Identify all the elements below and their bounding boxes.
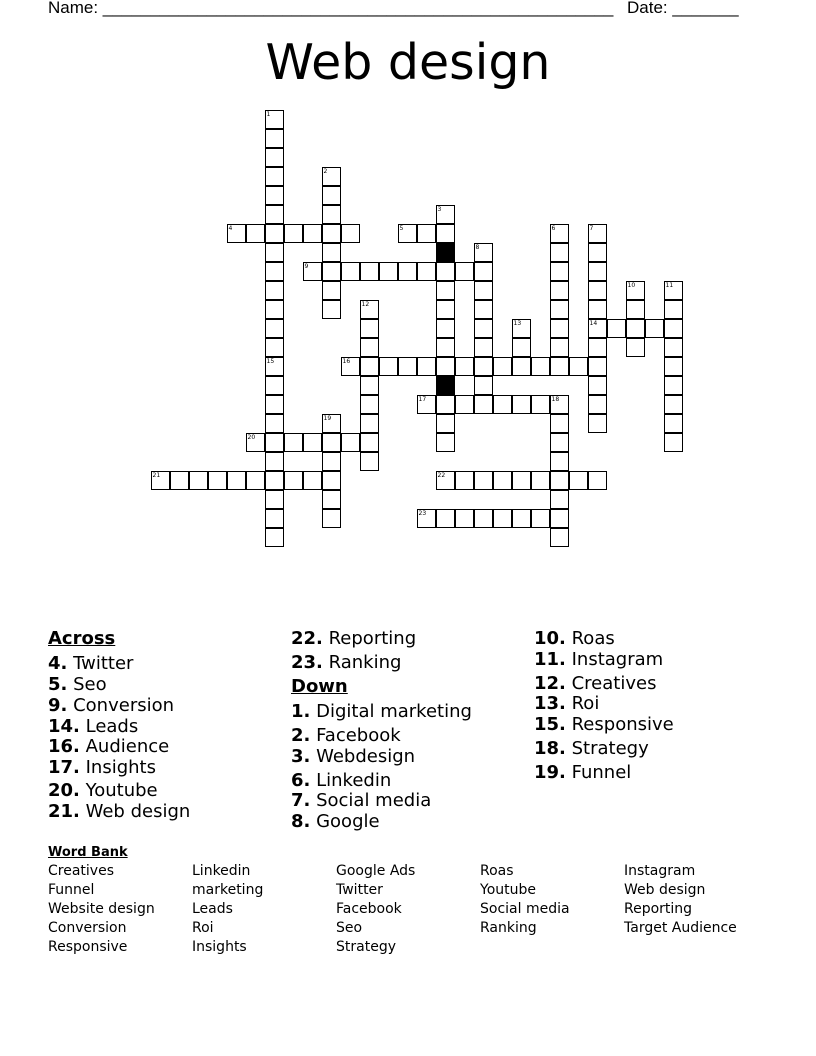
grid-cell[interactable] xyxy=(588,338,607,357)
grid-cell[interactable] xyxy=(436,357,455,376)
grid-cell[interactable] xyxy=(588,395,607,414)
clue-number: 8 xyxy=(475,243,480,251)
clue-item xyxy=(291,701,472,722)
clue-item-number: 17. xyxy=(48,757,80,778)
clue-number: 14 xyxy=(589,319,598,327)
grid-cell[interactable] xyxy=(664,319,683,338)
grid-cell[interactable] xyxy=(455,395,474,414)
grid-cell[interactable] xyxy=(322,205,341,224)
clue-number: 5 xyxy=(399,224,404,232)
grid-cell[interactable] xyxy=(474,376,493,395)
grid-cell[interactable] xyxy=(303,224,322,243)
clue-item xyxy=(48,757,156,778)
grid-cell[interactable] xyxy=(550,281,569,300)
grid-cell[interactable] xyxy=(341,262,360,281)
grid-cell[interactable] xyxy=(265,319,284,338)
clue-heading: Across xyxy=(48,628,116,649)
grid-cell[interactable] xyxy=(265,167,284,186)
grid-cell[interactable] xyxy=(265,490,284,509)
grid-cell[interactable] xyxy=(550,528,569,547)
grid-cell[interactable] xyxy=(531,471,550,490)
grid-cell[interactable] xyxy=(265,205,284,224)
grid-cell[interactable] xyxy=(417,357,436,376)
grid-cell[interactable] xyxy=(664,357,683,376)
grid-cell[interactable] xyxy=(664,395,683,414)
clue-item-number: 12. xyxy=(534,673,566,694)
grid-cell[interactable] xyxy=(550,490,569,509)
grid-cell[interactable] xyxy=(265,148,284,167)
clue-item-text: Responsive xyxy=(565,714,674,735)
word-bank-entry: Facebook xyxy=(336,901,402,917)
grid-cell[interactable] xyxy=(284,471,303,490)
grid-cell[interactable] xyxy=(455,509,474,528)
word-bank-entry: Target Audience xyxy=(624,920,737,936)
grid-cell[interactable] xyxy=(664,376,683,395)
clue-item xyxy=(291,746,415,767)
grid-cell[interactable] xyxy=(360,395,379,414)
clue-number: 15 xyxy=(266,357,275,365)
page-title: Web design xyxy=(265,34,551,91)
grid-cell[interactable] xyxy=(170,471,189,490)
grid-cell[interactable] xyxy=(417,224,436,243)
grid-cell[interactable] xyxy=(550,319,569,338)
grid-cell[interactable] xyxy=(436,433,455,452)
grid-cell[interactable] xyxy=(626,300,645,319)
clue-item-number: 23. xyxy=(291,652,323,673)
clue-item-text: Social media xyxy=(310,790,432,811)
grid-cell[interactable] xyxy=(607,319,626,338)
clue-item-number: 14. xyxy=(48,716,80,737)
grid-cell[interactable] xyxy=(550,357,569,376)
grid-cell[interactable] xyxy=(360,357,379,376)
grid-cell[interactable] xyxy=(474,509,493,528)
clue-heading: Down xyxy=(291,676,348,697)
grid-cell[interactable] xyxy=(341,224,360,243)
clue-item xyxy=(534,649,663,670)
grid-cell[interactable] xyxy=(436,262,455,281)
grid-cell[interactable] xyxy=(550,262,569,281)
grid-cell[interactable] xyxy=(493,357,512,376)
clue-item-text: Insights xyxy=(79,757,156,778)
grid-cell[interactable] xyxy=(322,300,341,319)
grid-cell[interactable] xyxy=(455,262,474,281)
grid-cell[interactable] xyxy=(398,357,417,376)
grid-cell[interactable] xyxy=(360,376,379,395)
grid-cell[interactable] xyxy=(588,243,607,262)
clue-item-number: 8. xyxy=(291,811,311,832)
grid-cell[interactable] xyxy=(493,509,512,528)
clue-number: 11 xyxy=(665,281,674,289)
grid-cell[interactable] xyxy=(588,414,607,433)
grid-cell[interactable] xyxy=(265,376,284,395)
grid-cell[interactable] xyxy=(265,395,284,414)
grid-cell[interactable] xyxy=(512,338,531,357)
grid-cell[interactable] xyxy=(360,262,379,281)
grid-cell[interactable] xyxy=(474,471,493,490)
grid-cell[interactable] xyxy=(531,357,550,376)
clue-number: 2 xyxy=(323,167,328,175)
date-field: Date: _______ xyxy=(627,0,739,17)
clue-item-text: Twitter xyxy=(67,653,134,674)
grid-cell[interactable] xyxy=(398,262,417,281)
clue-number: 1 xyxy=(266,110,271,118)
clue-item xyxy=(48,653,133,674)
grid-cell[interactable] xyxy=(265,528,284,547)
grid-cell[interactable] xyxy=(588,357,607,376)
word-bank-entry: Instagram xyxy=(624,863,696,879)
grid-cell[interactable] xyxy=(550,300,569,319)
word-bank-entry: Reporting xyxy=(624,901,693,917)
clue-item-text: Webdesign xyxy=(310,746,416,767)
grid-cell[interactable] xyxy=(474,262,493,281)
grid-cell[interactable] xyxy=(455,357,474,376)
grid-cell[interactable] xyxy=(246,471,265,490)
grid-cell[interactable] xyxy=(322,433,341,452)
word-bank-entry: Responsive xyxy=(48,939,128,955)
grid-cell[interactable] xyxy=(322,186,341,205)
clue-item-number: 1. xyxy=(291,701,311,722)
grid-cell[interactable] xyxy=(303,471,322,490)
word-bank-entry: Linkedin xyxy=(192,863,251,879)
word-bank-entry: Conversion xyxy=(48,920,127,936)
clue-item-number: 9. xyxy=(48,695,68,716)
grid-cell[interactable] xyxy=(550,452,569,471)
grid-cell[interactable] xyxy=(360,319,379,338)
clue-number: 13 xyxy=(513,319,522,327)
clue-item-text: Youtube xyxy=(79,780,158,801)
grid-cell[interactable] xyxy=(436,319,455,338)
clue-number: 20 xyxy=(247,433,256,441)
grid-cell[interactable] xyxy=(626,338,645,357)
clue-number: 21 xyxy=(152,471,161,479)
clue-item-number: 4. xyxy=(48,653,68,674)
clue-item xyxy=(534,762,631,783)
grid-cell[interactable] xyxy=(436,281,455,300)
word-bank-entry: Roi xyxy=(192,920,214,936)
grid-cell[interactable] xyxy=(474,319,493,338)
name-field: Name: ______________________________________________________ xyxy=(48,0,614,17)
word-bank-entry: Twitter xyxy=(336,882,383,898)
clue-number: 16 xyxy=(342,357,351,365)
clue-item xyxy=(291,652,401,673)
clue-item-text: Roas xyxy=(565,628,615,649)
clue-item xyxy=(48,736,169,757)
grid-cell[interactable] xyxy=(569,357,588,376)
word-bank-entry: Strategy xyxy=(336,939,396,955)
grid-cell[interactable] xyxy=(645,319,664,338)
grid-cell[interactable] xyxy=(360,452,379,471)
clue-item-text: Ranking xyxy=(322,652,402,673)
grid-cell[interactable] xyxy=(265,243,284,262)
grid-cell[interactable] xyxy=(246,224,265,243)
grid-cell[interactable] xyxy=(265,129,284,148)
grid-cell[interactable] xyxy=(436,300,455,319)
grid-cell[interactable] xyxy=(265,471,284,490)
grid-cell[interactable] xyxy=(417,262,436,281)
grid-cell[interactable] xyxy=(379,262,398,281)
clue-item-text: Linkedin xyxy=(310,770,392,791)
clue-item-number: 10. xyxy=(534,628,566,649)
clue-number: 9 xyxy=(304,262,309,270)
grid-cell[interactable] xyxy=(265,452,284,471)
clue-item-text: Facebook xyxy=(310,725,401,746)
grid-cell[interactable] xyxy=(455,471,474,490)
clue-item-text: Conversion xyxy=(67,695,175,716)
grid-cell[interactable] xyxy=(208,471,227,490)
grid-cell[interactable] xyxy=(512,471,531,490)
clue-item xyxy=(534,738,649,759)
clue-item-number: 20. xyxy=(48,780,80,801)
clue-number: 6 xyxy=(551,224,556,232)
clue-item xyxy=(48,674,107,695)
grid-cell[interactable] xyxy=(379,357,398,376)
clue-number: 4 xyxy=(228,224,233,232)
grid-cell[interactable] xyxy=(588,376,607,395)
word-bank-entry: Funnel xyxy=(48,882,95,898)
grid-cell[interactable] xyxy=(265,300,284,319)
clue-number: 7 xyxy=(589,224,594,232)
clue-item-text: Strategy xyxy=(565,738,649,759)
word-bank-entry: Social media xyxy=(480,901,570,917)
grid-cell[interactable] xyxy=(436,338,455,357)
grid-cell[interactable] xyxy=(664,300,683,319)
grid-cell[interactable] xyxy=(265,262,284,281)
clue-item-number: 22. xyxy=(291,628,323,649)
word-bank-title: Word Bank xyxy=(48,845,128,860)
grid-cell[interactable] xyxy=(322,452,341,471)
clue-item xyxy=(48,780,158,801)
clue-number: 19 xyxy=(323,414,332,422)
grid-cell[interactable] xyxy=(322,490,341,509)
grid-cell[interactable] xyxy=(474,281,493,300)
grid-cell[interactable] xyxy=(265,186,284,205)
clue-item xyxy=(291,811,380,832)
grid-cell[interactable] xyxy=(626,319,645,338)
grid-cell[interactable] xyxy=(265,338,284,357)
clue-item-number: 6. xyxy=(291,770,311,791)
grid-cell[interactable] xyxy=(664,433,683,452)
word-bank-entry: Web design xyxy=(624,882,706,898)
grid-cell[interactable] xyxy=(531,509,550,528)
clue-item-number: 2. xyxy=(291,725,311,746)
clue-item-number: 21. xyxy=(48,801,80,822)
clue-item xyxy=(48,716,138,737)
clue-item-number: 19. xyxy=(534,762,566,783)
grid-cell[interactable] xyxy=(550,338,569,357)
clue-item xyxy=(534,693,599,714)
clue-item-text: Instagram xyxy=(565,649,664,670)
clue-item-text: Digital marketing xyxy=(310,701,472,722)
grid-cell[interactable] xyxy=(303,433,322,452)
clue-item xyxy=(291,790,431,811)
grid-cell[interactable] xyxy=(474,395,493,414)
grid-cell[interactable] xyxy=(360,433,379,452)
clue-item-text: Audience xyxy=(79,736,170,757)
grid-cell[interactable] xyxy=(265,509,284,528)
grid-cell[interactable] xyxy=(436,395,455,414)
clue-item-number: 15. xyxy=(534,714,566,735)
clue-item-text: Roi xyxy=(565,693,600,714)
grid-cell[interactable] xyxy=(265,281,284,300)
grid-cell[interactable] xyxy=(189,471,208,490)
grid-cell[interactable] xyxy=(227,471,246,490)
grid-cell[interactable] xyxy=(360,414,379,433)
word-bank-entry: Seo xyxy=(336,920,363,936)
clue-number: 18 xyxy=(551,395,560,403)
clue-number: 23 xyxy=(418,509,427,517)
word-bank-entry: Leads xyxy=(192,901,233,917)
grid-cell[interactable] xyxy=(436,224,455,243)
clue-number: 3 xyxy=(437,205,442,213)
grid-cell[interactable] xyxy=(550,433,569,452)
grid-cell[interactable] xyxy=(512,509,531,528)
clue-item-number: 13. xyxy=(534,693,566,714)
grid-cell[interactable] xyxy=(512,395,531,414)
clue-item-number: 16. xyxy=(48,736,80,757)
clue-item-number: 3. xyxy=(291,746,311,767)
word-bank-entry: marketing xyxy=(192,882,264,898)
clue-item-text: Google xyxy=(310,811,380,832)
clue-item xyxy=(291,770,391,791)
grid-cell[interactable] xyxy=(588,262,607,281)
grid-cell[interactable] xyxy=(664,338,683,357)
clue-item xyxy=(534,714,674,735)
grid-cell[interactable] xyxy=(569,471,588,490)
clue-item xyxy=(534,673,656,694)
grid-cell[interactable] xyxy=(588,300,607,319)
grid-cell[interactable] xyxy=(588,471,607,490)
grid-cell[interactable] xyxy=(322,471,341,490)
grid-cell[interactable] xyxy=(474,338,493,357)
clue-item-number: 5. xyxy=(48,674,68,695)
word-bank-entry: Insights xyxy=(192,939,247,955)
clue-item-text: Funnel xyxy=(565,762,632,783)
grid-cell[interactable] xyxy=(322,281,341,300)
grid-cell[interactable] xyxy=(341,433,360,452)
clue-item xyxy=(48,695,174,716)
grid-cell[interactable] xyxy=(474,300,493,319)
grid-cell[interactable] xyxy=(265,224,284,243)
clue-item-text: Creatives xyxy=(565,673,657,694)
grid-cell[interactable] xyxy=(493,471,512,490)
grid-cell[interactable] xyxy=(265,414,284,433)
grid-cell[interactable] xyxy=(284,224,303,243)
grid-cell[interactable] xyxy=(550,471,569,490)
grid-cell[interactable] xyxy=(474,357,493,376)
clue-number: 12 xyxy=(361,300,370,308)
word-bank-entry: Youtube xyxy=(480,882,536,898)
clue-number: 10 xyxy=(627,281,636,289)
grid-cell[interactable] xyxy=(512,357,531,376)
clue-number: 22 xyxy=(437,471,446,479)
clue-item xyxy=(291,725,401,746)
grid-cell[interactable] xyxy=(531,395,550,414)
grid-cell[interactable] xyxy=(550,243,569,262)
word-bank-entry: Google Ads xyxy=(336,863,416,879)
grid-cell[interactable] xyxy=(265,433,284,452)
word-bank-entry: Creatives xyxy=(48,863,114,879)
clue-item-number: 18. xyxy=(534,738,566,759)
clue-item-text: Seo xyxy=(67,674,107,695)
grid-cell[interactable] xyxy=(664,414,683,433)
grid-cell[interactable] xyxy=(322,262,341,281)
clue-number: 17 xyxy=(418,395,427,403)
clue-item-text: Reporting xyxy=(322,628,417,649)
grid-cell[interactable] xyxy=(436,509,455,528)
grid-cell[interactable] xyxy=(322,509,341,528)
clue-item xyxy=(534,628,615,649)
word-bank-entry: Website design xyxy=(48,901,155,917)
word-bank-entry: Ranking xyxy=(480,920,537,936)
grid-cell[interactable] xyxy=(550,414,569,433)
grid-cell[interactable] xyxy=(588,281,607,300)
clue-item-number: 11. xyxy=(534,649,566,670)
grid-cell[interactable] xyxy=(360,338,379,357)
grid-cell[interactable] xyxy=(284,433,303,452)
grid-block xyxy=(436,243,455,262)
clue-item xyxy=(48,801,190,822)
clue-item-text: Leads xyxy=(79,716,139,737)
grid-cell[interactable] xyxy=(436,414,455,433)
grid-cell[interactable] xyxy=(550,509,569,528)
grid-block xyxy=(436,376,455,395)
clue-item-number: 7. xyxy=(291,790,311,811)
word-bank-entry: Roas xyxy=(480,863,514,879)
grid-cell[interactable] xyxy=(322,224,341,243)
grid-cell[interactable] xyxy=(493,395,512,414)
grid-cell[interactable] xyxy=(322,243,341,262)
clue-item-text: Web design xyxy=(79,801,191,822)
clue-item xyxy=(291,628,416,649)
